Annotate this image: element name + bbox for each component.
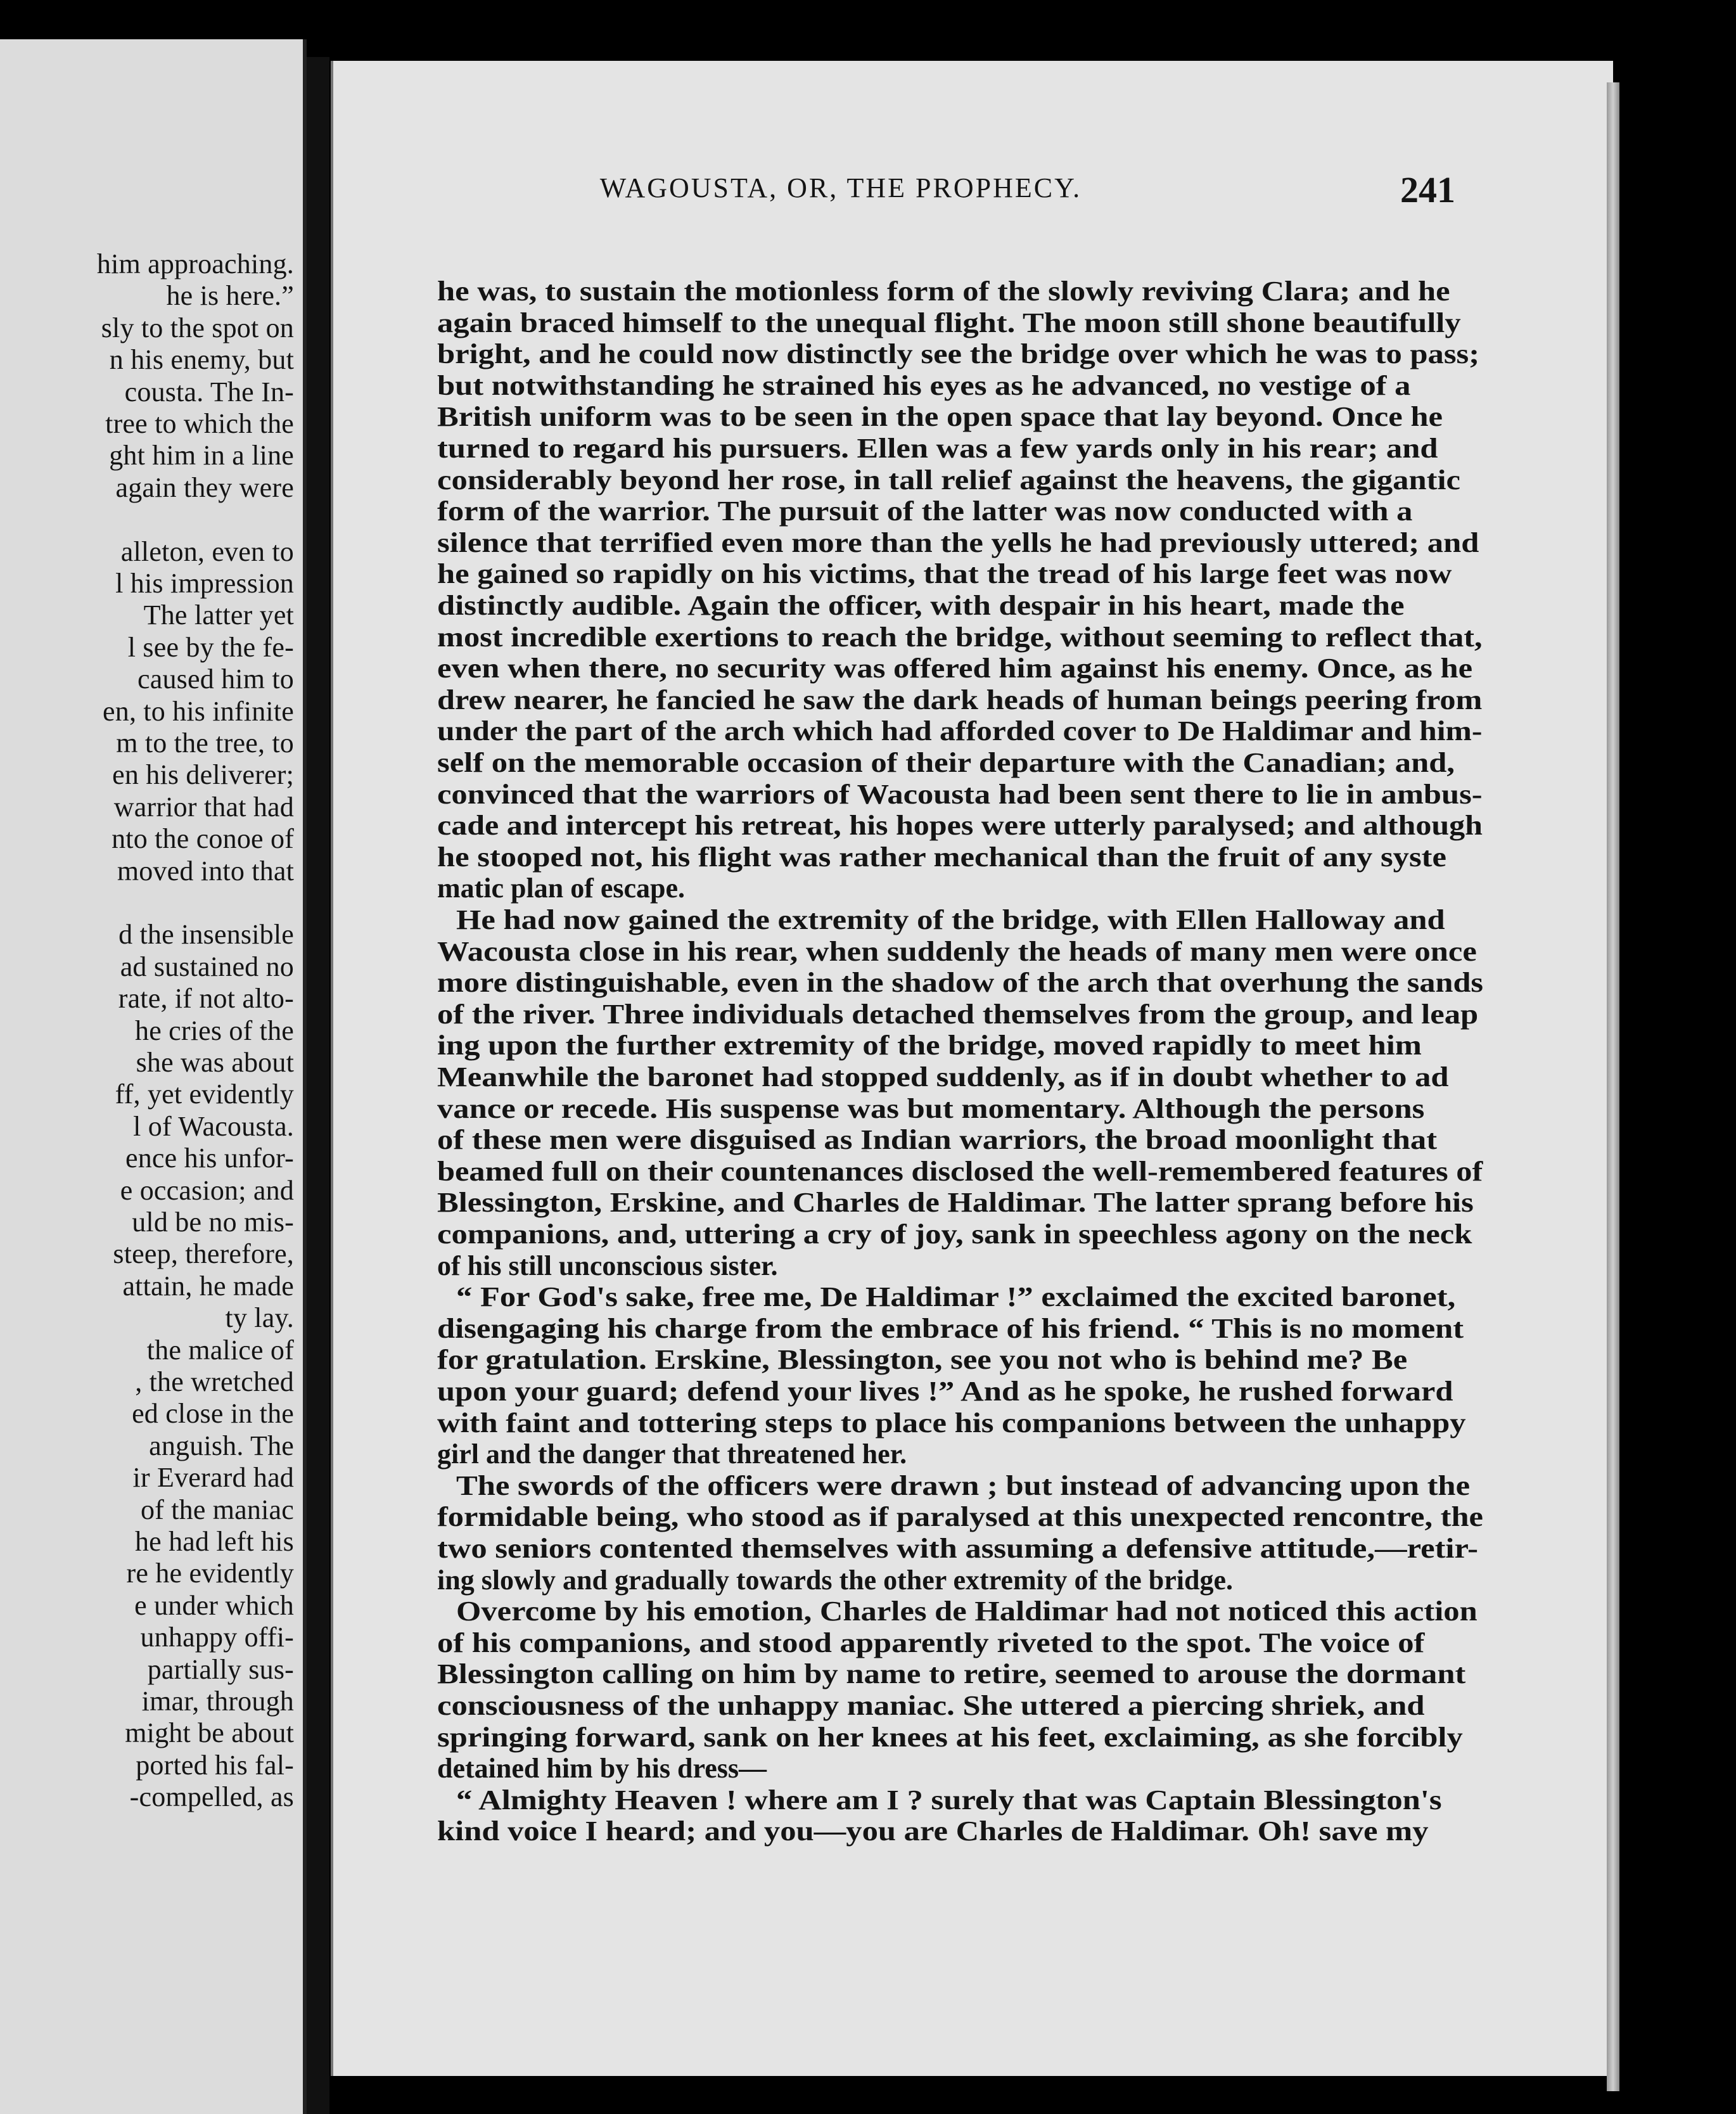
left-page-text-line: might be about (125, 1717, 294, 1749)
body-text-line: The swords of the officers were drawn ; but instead of advancing upon the (456, 1470, 1471, 1501)
body-text-line: springing forward, sank on her knees at his feet, exclaiming, as she forcibly (437, 1721, 1463, 1753)
body-text-line: formidable being, who stood as if paralysed at this unexpected rencontre, the (437, 1501, 1483, 1533)
body-text-line: with faint and tottering steps to place his companions between the unhappy (437, 1407, 1466, 1438)
left-page-text-line: , the wretched (135, 1366, 294, 1397)
left-page-text-line: unhappy offi- (140, 1622, 294, 1653)
body-text-line: distinctly audible. Again the officer, with despair in his heart, made the (437, 590, 1405, 621)
left-page-text-line: caused him to (137, 663, 294, 695)
body-text-line: of his companions, and stood apparently riveted to the spot. The voice of (437, 1627, 1425, 1658)
body-text-line: upon your guard; defend your lives !” And as he spoke, he rushed forward (437, 1376, 1453, 1407)
body-text-line: he stooped not, his flight was rather mechanical than the fruit of any syste (437, 841, 1446, 873)
body-text-line: Blessington calling on him by name to retire, seemed to arouse the dormant (437, 1658, 1466, 1690)
left-page-text-line: warrior that had (113, 791, 294, 823)
body-text-line: vance or recede. His suspense was but momentary. Although the persons (437, 1092, 1425, 1124)
body-text-line: convinced that the warriors of Wacousta had been sent there to lie in ambus- (437, 778, 1483, 810)
left-page-text-line: -compelled, as (129, 1781, 294, 1813)
left-page-text-line: ff, yet evidently (115, 1079, 294, 1110)
body-text-line: Wacousta close in his rear, when suddenly the heads of many men were once (437, 935, 1477, 967)
left-page (0, 39, 307, 2114)
left-page-text-line: uld be no mis- (132, 1207, 294, 1238)
body-text-line: companions, and, uttering a cry of joy, sank in speechless agony on the neck (437, 1219, 1472, 1250)
left-page-text-line: re he evidently (126, 1558, 294, 1589)
body-text-line: for gratulation. Erskine, Blessington, see you not who is behind me? Be (437, 1344, 1408, 1376)
left-page-text-line: ir Everard had (132, 1462, 294, 1494)
left-page-text-line: she was about (136, 1047, 294, 1078)
body-text-line: most incredible exertions to reach the bridge, without seeming to reflect that, (437, 621, 1483, 653)
body-text-line: matic plan of escape. (437, 873, 686, 904)
left-page-text-line: he is here.” (166, 280, 294, 312)
running-head: WAGOUSTA, OR, THE PROPHECY. (599, 172, 1082, 203)
body-text-line: “ For God's sake, free me, De Haldimar !” exclaimed the excited baronet, (456, 1281, 1456, 1313)
book-gutter (307, 57, 329, 2114)
left-page-text-line: n his enemy, but (109, 344, 294, 376)
left-page-text-line: e occasion; and (120, 1174, 294, 1206)
left-page-text-line: ported his fal- (136, 1749, 294, 1781)
left-page-text-line: The latter yet (143, 599, 294, 631)
body-text-line: two seniors contented themselves with assuming a defensive attitude,—retir- (437, 1533, 1478, 1564)
left-page-text-line: the malice of (146, 1334, 294, 1366)
left-page-text-line: m to the tree, to (116, 727, 294, 759)
body-text-line: of the river. Three individuals detached themselves from the group, and leap (437, 998, 1479, 1030)
body-text-line: He had now gained the extremity of the bridge, with Ellen Halloway and (456, 904, 1445, 935)
left-page-text-line: moved into that (117, 855, 294, 887)
left-page-text-line: rate, if not alto- (118, 983, 294, 1015)
body-text-line: cade and intercept his retreat, his hopes were utterly paralysed; and although (437, 810, 1483, 842)
left-page-text-line: nto the conoe of (112, 823, 294, 855)
body-text-line: girl and the danger that threatened her. (437, 1438, 907, 1470)
left-page-text-line: him approaching. (96, 248, 294, 279)
body-text-line: bright, and he could now distinctly see the bridge over which he was to pass; (437, 338, 1480, 370)
body-text-line: British uniform was to be seen in the open space that lay beyond. Once he (437, 401, 1443, 433)
body-text-line: of his still unconscious sister. (437, 1250, 778, 1281)
body-text-line: detained him by his dress— (437, 1753, 767, 1784)
left-page-text-line: d the insensible (118, 919, 294, 951)
body-text-line: “ Almighty Heaven ! where am I ? surely that was Captain Blessington's (456, 1784, 1442, 1816)
left-page-text-line: attain, he made (122, 1270, 294, 1302)
left-page-text-line: steep, therefore, (113, 1238, 294, 1270)
left-page-text-line: imar, through (141, 1686, 294, 1717)
body-text-line: of these men were disguised as Indian warriors, the broad moonlight that (437, 1124, 1438, 1156)
left-page-text-line: he had left his (134, 1526, 294, 1557)
left-page-text-line: again they were (115, 471, 294, 503)
left-page-text-line: ed close in the (132, 1398, 294, 1430)
body-text-line: under the part of the arch which had afforded cover to De Haldimar and him- (437, 715, 1483, 747)
body-text-line: Meanwhile the baronet had stopped suddenly, as if in doubt whether to ad (437, 1061, 1449, 1092)
left-page-text-line: cousta. The In- (124, 376, 294, 407)
left-page-text-line: anguish. The (149, 1430, 294, 1461)
body-text-line: turned to regard his pursuers. Ellen was a few yards only in his rear; and (437, 433, 1438, 464)
body-text-line: Blessington, Erskine, and Charles de Haldimar. The latter sprang before his (437, 1187, 1474, 1219)
body-text-line: again braced himself to the unequal flight. The moon still shone beautifully (437, 307, 1461, 338)
body-text-line: ing slowly and gradually towards the other extremity of the bridge. (437, 1564, 1233, 1596)
left-page-text-line: he cries of the (135, 1015, 294, 1046)
left-page-text-line: l his impression (115, 568, 294, 599)
body-text-line: he gained so rapidly on his victims, that the tread of his large feet was now (437, 558, 1452, 590)
left-page-text-line: alleton, even to (120, 535, 294, 567)
page-edge (1607, 82, 1619, 2091)
left-page-text-line: l see by the fe- (127, 631, 294, 663)
body-text-line: drew nearer, he fancied he saw the dark heads of human beings peering from (437, 684, 1483, 715)
left-page-text-line: ght him in a line (109, 440, 294, 471)
body-text-line: consciousness of the unhappy maniac. She uttered a piercing shriek, and (437, 1690, 1425, 1721)
left-page-text-line: en, to his infinite (103, 695, 294, 727)
body-text-line: more distinguishable, even in the shadow of the arch that overhung the sands (437, 967, 1483, 999)
body-text-line: self on the memorable occasion of their departure with the Canadian; and, (437, 747, 1455, 778)
body-text-line: Overcome by his emotion, Charles de Haldimar had not noticed this action (456, 1596, 1478, 1627)
body-text-line: considerably beyond her rose, in tall relief against the heavens, the gigantic (437, 464, 1460, 496)
body-text-line: silence that terrified even more than the yells he had previously uttered; and (437, 527, 1479, 558)
left-page-text-line: ence his unfor- (125, 1143, 294, 1174)
left-page-text-line: partially sus- (147, 1653, 294, 1685)
body-text-line: kind voice I heard; and you—you are Charles de Haldimar. Oh! save my (437, 1816, 1429, 1847)
body-text-line: beamed full on their countenances disclosed the well-remembered features of (437, 1155, 1483, 1187)
left-page-text-line: ty lay. (225, 1302, 294, 1334)
body-text-line: disengaging his charge from the embrace of his friend. “ This is no moment (437, 1312, 1464, 1344)
left-page-text-line: ad sustained no (120, 951, 294, 982)
body-text-line: ing upon the further extremity of the bridge, moved rapidly to meet him (437, 1030, 1422, 1061)
body-text-line: but notwithstanding he strained his eyes as he advanced, no vestige of a (437, 369, 1411, 401)
left-page-text-line: of the maniac (140, 1494, 294, 1525)
left-page-text-line: sly to the spot on (101, 312, 294, 343)
body-text-line: he was, to sustain the motionless form of the slowly reviving Clara; and he (437, 276, 1450, 307)
body-text-line: even when there, no security was offered him against his enemy. Once, as he (437, 653, 1473, 684)
left-page-text-line: e under which (134, 1589, 294, 1621)
left-page-text-line: l of Wacousta. (133, 1110, 294, 1142)
left-page-text-line: en his deliverer; (112, 759, 294, 791)
page-number: 241 (1400, 169, 1455, 210)
body-text-line: form of the warrior. The pursuit of the latter was now conducted with a (437, 496, 1413, 527)
left-page-text-line: tree to which the (105, 408, 294, 439)
